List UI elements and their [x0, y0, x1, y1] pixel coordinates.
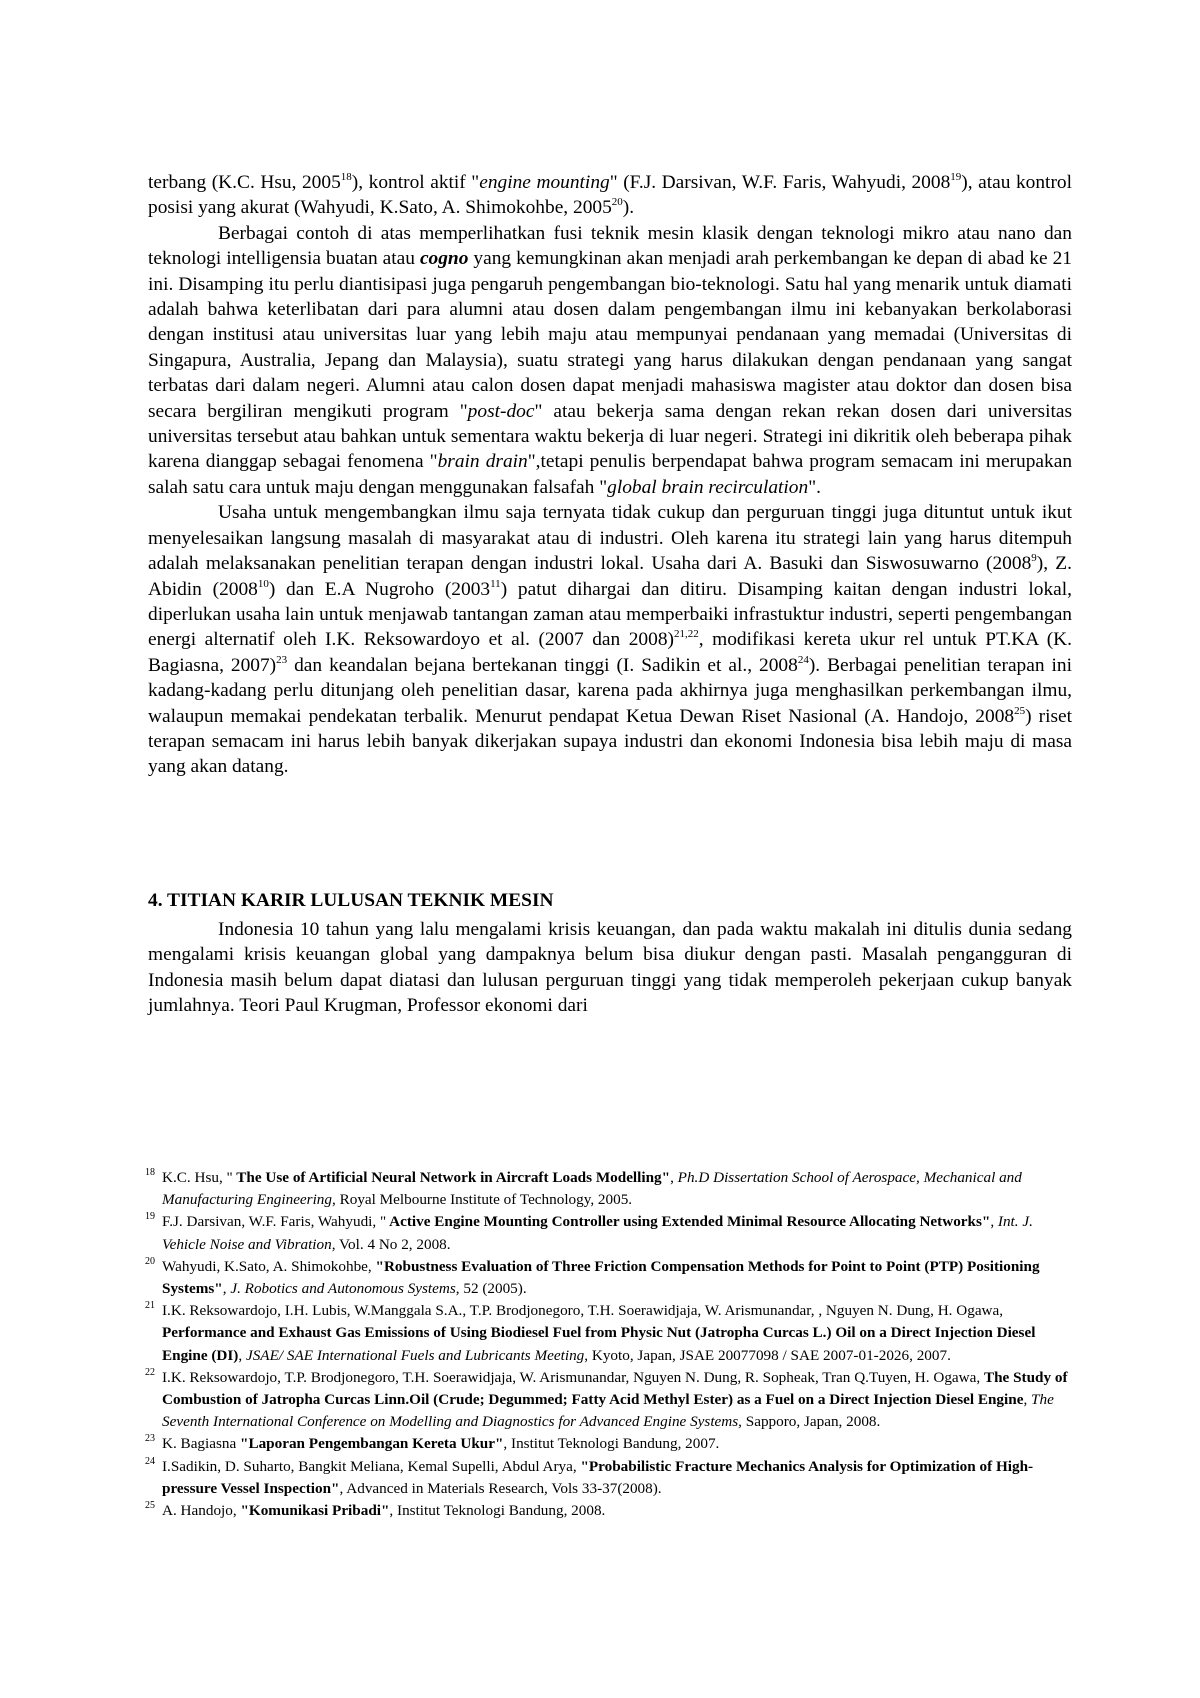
paragraph-3: Usaha untuk mengembangkan ilmu saja ternyata tidak cukup dan perguruan tinggi juga dituntut untuk ikut menyelesaikan langsung masalah di masyarakat atau di industri. Oleh karena itu strategi lain yang harus ditempuh adalah melaksanakan penelitian terapan dengan industri lokal. Usaha dari A. Basuki dan Siswosuwarno (2008$^9$), Z. Abidin (2008$^{10}$) dan E.A Nugroho (2003$^{11}$) patut dihargai dan ditiru. Disamping kaitan dengan industri lokal, diperlukan usaha lain untuk menjawab tantangan zaman atau memperbaiki infrastuktur industri, seperti pengembangan energi alternatif oleh I.K. Reksowardoyo et al. (2007 dan 2008)$^{21,22}$, modifikasi kereta ukur rel untuk PT.KA (K. Bagiasna, 2007)$^{23}$ dan keandalan bejana bertekanan tinggi (I. Sadikin et al., 2008$^{24}$). Berbagai penelitian terapan ini kadang-kadang perlu ditunjang oleh penelitian dasar, karena pada akhirnya juga menghasilkan perkembangan ilmu, walaupun memakai pendekatan terbalik. Menurut pendapat Ketua Dewan Riset Nasional (A. Handojo, 2008$^{25}$) riset terapan semacam ini harus lebih banyak dikerjakan supaya industri dan ekonomi Indonesia bisa lebih maju di masa yang akan datang.: [148, 502, 1073, 778]
paragraph-2: Berbagai contoh di atas memperlihatkan fusi teknik mesin klasik dengan teknologi mikro atau nano dan teknologi intelligensia buatan atau cogno yang kemungkinan akan menjadi arah perkembangan ke depan di abad ke 21 ini. Disamping itu perlu diantisipasi juga pengaruh pengembangan bio-teknologi. Satu hal yang menarik untuk diamati adalah bahwa keterlibatan dari para alumni atau dosen dalam pengembangan ilmu ini kebanyakan berkolaborasi dengan institusi atau universitas luar yang lebih maju atau mempunyai pendanaan yang memadai (Universitas di Singapura, Australia, Jepang dan Malaysia), suatu strategi yang harus dilakukan dengan pendanaan yang sangat terbatas dari dalam negeri. Alumni atau calon dosen dapat menjadi mahasiswa magister atau doktor dan dosen bisa secara bergiliran mengikuti program "post-doc" atau bekerja sama dengan rekan rekan dosen dari universitas universitas tersebut atau bahkan untuk sementara waktu bekerja di luar negeri. Strategi ini dikritik oleh beberapa pihak karena dianggap sebagai fenomena "brain drain",tetapi penulis berpendapat bahwa program semacam ini merupakan salah satu cara untuk maju dengan menggunakan falsafah "global brain recirculation".: [148, 222, 1073, 498]
footnote-ref: 11: [490, 577, 501, 590]
footnote-ref: 23: [276, 653, 288, 666]
footnote-ref: 18: [340, 171, 352, 183]
footnote-ref: 19: [950, 171, 962, 183]
footnote-ref: 21,22: [673, 628, 699, 641]
footnotes: [145, 1167, 1075, 1522]
footnote-ref: 20: [611, 196, 623, 209]
footnote-25: 25 A. Handojo, "Komunikasi Pribadi", Institut Teknologi Bandung, 2008.: [145, 1500, 606, 1520]
footnote-ref: 9: [1031, 552, 1037, 565]
footnote-21: 21 I.K. Reksowardojo, I.H. Lubis, W.Manggala S.A., T.P. Brodjonegoro, T.H. Soerawidjaja, W. Arismunandar, , Nguyen N. Dung, H. Ogawa, Performance and Exhaust Gas Emissions of Using Biodiesel Fuel from Physic Nut (Jatropha Curcas L.) Oil on a Direct Injection Diesel Engine (DI), JSAE/ SAE International Fuels and Lubricants Meeting, Kyoto, Japan, JSAE 20077098 / SAE 2007-01-2026, 2007.: [145, 1300, 1036, 1364]
body-text: [148, 170, 1072, 780]
footnote-23: 23 K. Bagiasna "Laporan Pengembangan Kereta Ukur", Institut Teknologi Bandung, 2007.: [145, 1433, 720, 1453]
footnote-19: 19 F.J. Darsivan, W.F. Faris, Wahyudi, " Active Engine Mounting Controller using Extended Minimal Resource Allocating Networks", Int. J. Vehicle Noise and Vibration, Vol. 4 No 2, 2008.: [145, 1211, 1033, 1253]
section-heading: 4. TITIAN KARIR LULUSAN TEKNIK MESIN: [148, 890, 554, 911]
footnote-ref: 25: [1014, 704, 1026, 717]
footnote-18: 18 K.C. Hsu, " The Use of Artificial Neural Network in Aircraft Loads Modelling", Ph.D Dissertation School of Aerospace, Mechanical and Manufacturing Engineering, Royal Melbourne Institute of Technology, 2005.: [145, 1167, 1022, 1209]
paragraph-4: Indonesia 10 tahun yang lalu mengalami krisis keuangan, dan pada waktu makalah ini ditulis dunia sedang mengalami krisis keuangan global yang dampaknya belum bisa diukur dengan pasti. Masalah pengangguran di Indonesia masih belum dapat diatasi dan lulusan perguruan tinggi yang tidak memperoleh pekerjaan cukup banyak jumlahnya. Teori Paul Krugman, Professor ekonomi dari: [148, 919, 1072, 1017]
footnote-ref: 24: [797, 653, 809, 666]
footnote-24: 24 I.Sadikin, D. Suharto, Bangkit Meliana, Kemal Supelli, Abdul Arya, "Probabilistic Fracture Mechanics Analysis for Optimization of High-pressure Vessel Inspection", Advanced in Materials Research, Vols 33-37(2008).: [145, 1455, 1034, 1497]
footnote-ref: 10: [257, 577, 269, 590]
footnote-20: 20 Wahyudi, K.Sato, A. Shimokohbe, "Robustness Evaluation of Three Friction Compensation Methods for Point to Point (PTP) Positioning Systems", J. Robotics and Autonomous Systems, 52 (2005).: [145, 1255, 1040, 1298]
footnote-22: 22 I.K. Reksowardojo, T.P. Brodjonegoro, T.H. Soerawidjaja, W. Arismunandar, Nguyen N. Dung, R. Sopheak, Tran Q.Tuyen, H. Ogawa, The Study of Combustion of Jatropha Curcas Linn.Oil (Crude; Degummed; Fatty Acid Methyl Ester) as a Fuel on a Direct Injection Diesel Engine, The Seventh International Conference on Modelling and Diagnostics for Advanced Engine Systems, Sapporo, Japan, 2008.: [145, 1366, 1068, 1431]
paragraph-1: terbang (K.C. Hsu, 2005$^{18}$), kontrol aktif "engine mounting" (F.J. Darsivan, W.F. Faris, Wahyudi, 2008$^{19}$), atau kontrol posisi yang akurat (Wahyudi, K.Sato, A. Shimokohbe, 2005$^{20}$).: [148, 171, 1072, 219]
